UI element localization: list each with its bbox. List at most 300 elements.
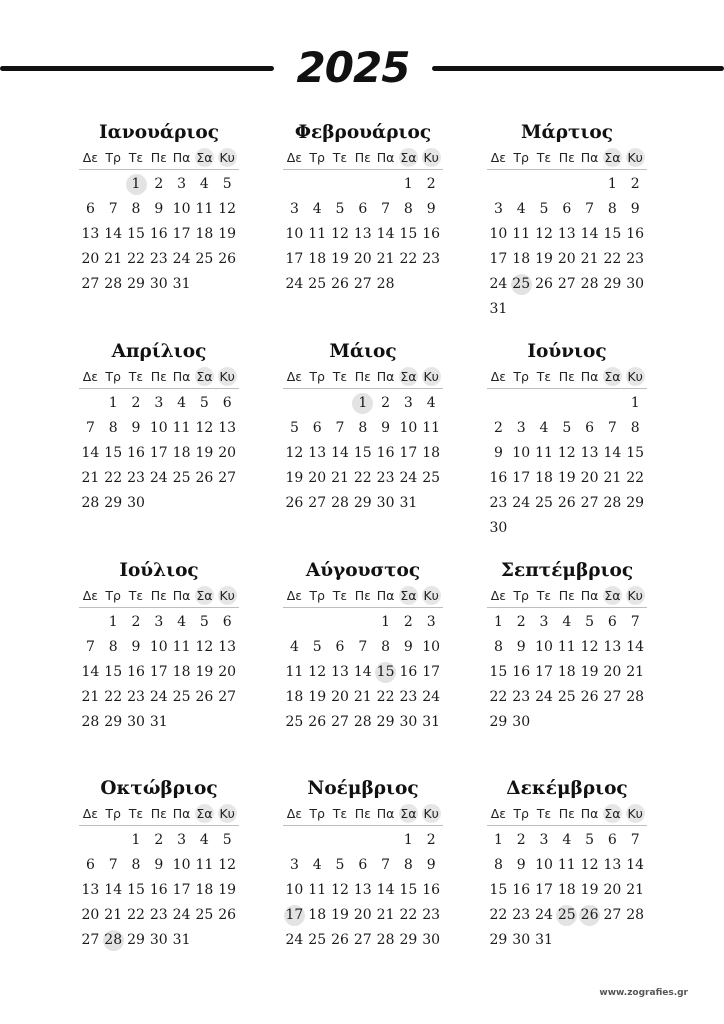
- day-grid: [283, 172, 443, 297]
- day-cell: 19: [218, 882, 237, 898]
- day-cell: 23: [376, 470, 395, 486]
- day-cell: 18: [535, 470, 553, 486]
- day-cell: 22: [399, 907, 418, 923]
- weekday-label: Πα: [172, 369, 191, 384]
- day-cell: 28: [626, 689, 645, 705]
- day-cell: 8: [630, 420, 640, 436]
- weekday-label: Κυ: [624, 803, 647, 825]
- empty-cell: [306, 828, 329, 853]
- day-cell: 22: [127, 907, 145, 923]
- day-cell: 15: [489, 882, 508, 898]
- day-cell: 28: [376, 932, 395, 948]
- day-cell: 24: [172, 907, 191, 923]
- month-title: Αύγουστος: [305, 560, 421, 581]
- day-cell: 20: [603, 664, 622, 680]
- day-cell: 23: [127, 689, 145, 705]
- day-cell: 18: [195, 226, 214, 242]
- empty-cell: [79, 828, 102, 853]
- weekday-label: Πα: [376, 150, 395, 165]
- weekday-header: [79, 585, 239, 608]
- day-cell: 22: [399, 251, 418, 267]
- empty-cell: [351, 172, 374, 197]
- day-cell: 1: [381, 614, 391, 630]
- day-cell: 17: [535, 664, 553, 680]
- day-cell: 6: [607, 614, 617, 630]
- day-cell: 8: [403, 857, 413, 873]
- day-cell: 8: [493, 857, 503, 873]
- day-cell: 8: [108, 420, 118, 436]
- day-cell: 17: [512, 470, 531, 486]
- day-cell: 5: [312, 639, 322, 655]
- day-cell: 31: [172, 276, 191, 292]
- day-cell: 30: [399, 714, 418, 730]
- weekday-header: [79, 366, 239, 389]
- day-cell: 10: [489, 226, 508, 242]
- day-cell: 7: [358, 639, 368, 655]
- day-cell: 7: [585, 201, 595, 217]
- weekday-label: Σα: [397, 366, 420, 388]
- weekday-label: Τε: [128, 150, 144, 165]
- header-rule-right: [432, 66, 724, 71]
- website-credit: www.zografies.gr: [599, 988, 688, 998]
- weekday-label: Δε: [286, 588, 303, 603]
- day-cell: 5: [585, 832, 595, 848]
- weekday-label: Κυ: [216, 803, 239, 825]
- weekday-label: Τρ: [105, 806, 121, 821]
- day-cell: 25: [308, 276, 327, 292]
- day-cell: 18: [172, 445, 191, 461]
- weekday-label: Δε: [490, 806, 507, 821]
- empty-cell: [102, 828, 125, 853]
- day-cell: 8: [493, 639, 503, 655]
- day-cell: 16: [149, 882, 168, 898]
- weekday-label: Πε: [354, 806, 371, 821]
- day-cell: 14: [353, 664, 372, 680]
- month-4: [79, 339, 239, 516]
- day-cell: 13: [331, 664, 349, 680]
- empty-cell: [555, 172, 578, 197]
- weekday-label: Πε: [150, 588, 167, 603]
- day-cell: 7: [630, 614, 640, 630]
- day-cell: 14: [376, 882, 395, 898]
- weekday-header: [283, 803, 443, 826]
- empty-cell: [79, 391, 102, 416]
- day-cell: 13: [218, 420, 237, 436]
- empty-cell: [510, 391, 533, 416]
- day-cell: 25: [172, 689, 191, 705]
- day-cell: 24: [535, 907, 553, 923]
- day-cell: 15: [603, 226, 622, 242]
- day-cell: 18: [512, 251, 531, 267]
- month-9: [487, 558, 647, 735]
- day-cell: 12: [331, 882, 349, 898]
- day-cell: 7: [607, 420, 617, 436]
- day-grid: [79, 172, 239, 297]
- day-cell: 2: [426, 832, 436, 848]
- weekday-label: Δε: [490, 369, 507, 384]
- day-cell: 13: [353, 882, 372, 898]
- day-cell: 5: [199, 395, 209, 411]
- weekday-label: Τε: [128, 588, 144, 603]
- day-cell: 8: [358, 420, 368, 436]
- day-cell: 28: [580, 276, 599, 292]
- holiday-day: 15: [374, 660, 397, 685]
- day-cell: 18: [422, 445, 441, 461]
- day-cell: 21: [626, 882, 645, 898]
- day-cell: 11: [557, 639, 576, 655]
- day-cell: 19: [580, 664, 599, 680]
- day-cell: 1: [108, 614, 118, 630]
- empty-cell: [329, 610, 352, 635]
- day-cell: 10: [512, 445, 531, 461]
- day-cell: 24: [512, 495, 531, 511]
- day-cell: 9: [131, 639, 141, 655]
- weekday-label: Κυ: [420, 366, 443, 388]
- weekday-label: Σα: [193, 147, 216, 169]
- weekday-header: [283, 147, 443, 170]
- day-cell: 27: [580, 495, 599, 511]
- month-7: [79, 558, 239, 735]
- weekday-label: Σα: [193, 803, 216, 825]
- day-cell: 23: [512, 689, 531, 705]
- day-cell: 19: [331, 907, 349, 923]
- day-cell: 5: [222, 176, 232, 192]
- day-cell: 13: [603, 857, 622, 873]
- day-cell: 1: [403, 176, 413, 192]
- weekday-label: Δε: [490, 588, 507, 603]
- day-cell: 29: [104, 714, 123, 730]
- day-cell: 22: [104, 470, 123, 486]
- day-cell: 13: [218, 639, 237, 655]
- weekday-label: Πα: [376, 806, 395, 821]
- weekday-header: [487, 366, 647, 389]
- day-cell: 6: [85, 857, 95, 873]
- weekday-label: Πε: [558, 588, 575, 603]
- day-cell: 21: [626, 664, 645, 680]
- day-cell: 18: [285, 689, 304, 705]
- day-cell: 5: [335, 201, 345, 217]
- weekday-label: Τε: [536, 369, 552, 384]
- day-cell: 17: [149, 664, 168, 680]
- day-cell: 4: [199, 176, 209, 192]
- day-cell: 9: [154, 201, 164, 217]
- day-cell: 9: [426, 201, 436, 217]
- weekday-label: Τρ: [309, 369, 325, 384]
- day-cell: 2: [403, 614, 413, 630]
- weekday-header: [487, 585, 647, 608]
- day-cell: 7: [381, 201, 391, 217]
- month-title: Δεκέμβριος: [506, 778, 628, 799]
- weekday-label: Σα: [601, 585, 624, 607]
- day-cell: 4: [426, 395, 436, 411]
- day-cell: 27: [557, 276, 576, 292]
- day-cell: 10: [172, 201, 191, 217]
- day-cell: 8: [131, 857, 141, 873]
- weekday-label: Τρ: [309, 150, 325, 165]
- day-cell: 10: [285, 882, 304, 898]
- day-cell: 3: [403, 395, 413, 411]
- weekday-label: Κυ: [624, 585, 647, 607]
- day-cell: 16: [399, 664, 418, 680]
- empty-cell: [102, 172, 125, 197]
- day-cell: 30: [376, 495, 395, 511]
- weekday-label: Πα: [172, 150, 191, 165]
- day-cell: 12: [195, 639, 214, 655]
- day-cell: 1: [403, 832, 413, 848]
- day-cell: 22: [376, 689, 395, 705]
- day-cell: 24: [422, 689, 441, 705]
- day-cell: 3: [493, 201, 503, 217]
- day-cell: 22: [489, 907, 508, 923]
- weekday-label: Τε: [128, 369, 144, 384]
- day-cell: 29: [626, 495, 645, 511]
- day-cell: 20: [603, 882, 622, 898]
- day-cell: 6: [335, 639, 345, 655]
- empty-cell: [533, 391, 556, 416]
- empty-cell: [351, 828, 374, 853]
- day-cell: 10: [422, 639, 441, 655]
- day-cell: 1: [607, 176, 617, 192]
- day-cell: 29: [489, 932, 508, 948]
- day-cell: 4: [312, 857, 322, 873]
- weekday-label: Σα: [601, 803, 624, 825]
- holiday-day: 17: [283, 903, 306, 928]
- day-cell: 6: [607, 832, 617, 848]
- day-cell: 30: [149, 932, 168, 948]
- day-cell: 7: [381, 857, 391, 873]
- day-cell: 28: [81, 714, 100, 730]
- day-cell: 8: [607, 201, 617, 217]
- day-cell: 20: [331, 689, 349, 705]
- day-cell: 23: [489, 495, 508, 511]
- day-grid: [79, 828, 239, 953]
- empty-cell: [487, 391, 510, 416]
- weekday-header: [283, 585, 443, 608]
- day-cell: 5: [199, 614, 209, 630]
- day-cell: 21: [376, 251, 395, 267]
- day-cell: 2: [131, 614, 141, 630]
- day-cell: 25: [285, 714, 304, 730]
- day-cell: 30: [422, 932, 441, 948]
- day-cell: 27: [218, 689, 237, 705]
- day-cell: 26: [331, 932, 349, 948]
- weekday-label: Κυ: [216, 147, 239, 169]
- day-cell: 20: [353, 907, 372, 923]
- day-cell: 3: [289, 857, 299, 873]
- day-cell: 30: [127, 495, 145, 511]
- day-cell: 11: [422, 420, 441, 436]
- day-cell: 29: [353, 495, 372, 511]
- day-cell: 4: [177, 395, 187, 411]
- day-cell: 18: [308, 907, 327, 923]
- empty-cell: [79, 172, 102, 197]
- weekday-label: Τρ: [309, 806, 325, 821]
- day-cell: 20: [580, 470, 599, 486]
- empty-cell: [374, 172, 397, 197]
- weekday-label: Τε: [536, 588, 552, 603]
- day-cell: 28: [603, 495, 622, 511]
- day-cell: 1: [108, 395, 118, 411]
- weekday-label: Τε: [536, 806, 552, 821]
- day-cell: 20: [81, 251, 100, 267]
- day-grid: [487, 828, 647, 953]
- day-cell: 9: [131, 420, 141, 436]
- empty-cell: [329, 391, 352, 416]
- day-cell: 11: [285, 664, 304, 680]
- empty-cell: [79, 610, 102, 635]
- day-cell: 2: [426, 176, 436, 192]
- weekday-label: Δε: [286, 369, 303, 384]
- day-cell: 25: [422, 470, 441, 486]
- day-cell: 26: [331, 276, 349, 292]
- day-cell: 30: [489, 520, 508, 536]
- month-title: Σεπτέμβριος: [500, 560, 634, 581]
- weekday-label: Τρ: [105, 588, 121, 603]
- day-cell: 11: [557, 857, 576, 873]
- day-cell: 19: [308, 689, 327, 705]
- day-cell: 23: [149, 251, 168, 267]
- day-cell: 14: [331, 445, 349, 461]
- weekday-label: Τρ: [105, 150, 121, 165]
- day-cell: 14: [376, 226, 395, 242]
- day-cell: 17: [535, 882, 553, 898]
- day-cell: 3: [177, 832, 187, 848]
- day-cell: 30: [626, 276, 645, 292]
- weekday-header: [487, 147, 647, 170]
- month-10: [79, 776, 239, 953]
- day-cell: 18: [172, 664, 191, 680]
- day-cell: 15: [399, 226, 418, 242]
- day-cell: 21: [603, 470, 622, 486]
- day-cell: 24: [172, 251, 191, 267]
- weekday-label: Πε: [150, 369, 167, 384]
- weekday-label: Πε: [354, 369, 371, 384]
- day-cell: 26: [535, 276, 553, 292]
- day-cell: 16: [149, 226, 168, 242]
- day-cell: 17: [399, 445, 418, 461]
- day-cell: 12: [285, 445, 304, 461]
- day-cell: 7: [85, 420, 95, 436]
- weekday-label: Τρ: [309, 588, 325, 603]
- day-cell: 13: [353, 226, 372, 242]
- weekday-label: Δε: [490, 150, 507, 165]
- weekday-label: Σα: [193, 585, 216, 607]
- day-cell: 1: [131, 832, 141, 848]
- day-cell: 17: [172, 882, 191, 898]
- day-cell: 10: [535, 857, 553, 873]
- day-cell: 27: [603, 907, 622, 923]
- day-grid: [283, 610, 443, 735]
- day-grid: [79, 610, 239, 735]
- day-cell: 28: [376, 276, 395, 292]
- weekday-label: Πα: [580, 369, 599, 384]
- day-cell: 17: [172, 226, 191, 242]
- day-cell: 20: [218, 445, 237, 461]
- day-cell: 6: [562, 201, 572, 217]
- day-cell: 19: [557, 470, 576, 486]
- day-cell: 7: [335, 420, 345, 436]
- day-cell: 1: [493, 614, 503, 630]
- day-cell: 13: [603, 639, 622, 655]
- day-cell: 25: [535, 495, 553, 511]
- day-cell: 9: [516, 639, 526, 655]
- day-cell: 8: [108, 639, 118, 655]
- day-cell: 2: [516, 832, 526, 848]
- weekday-label: Τε: [536, 150, 552, 165]
- month-title: Απρίλιος: [111, 341, 207, 362]
- day-cell: 18: [557, 664, 576, 680]
- day-cell: 26: [218, 907, 237, 923]
- day-cell: 3: [426, 614, 436, 630]
- month-1: [79, 120, 239, 297]
- day-cell: 6: [222, 614, 232, 630]
- day-cell: 18: [308, 251, 327, 267]
- day-cell: 14: [81, 664, 100, 680]
- day-cell: 27: [218, 470, 237, 486]
- day-cell: 27: [353, 276, 372, 292]
- day-cell: 24: [149, 689, 168, 705]
- day-cell: 3: [289, 201, 299, 217]
- day-cell: 5: [289, 420, 299, 436]
- empty-cell: [283, 172, 306, 197]
- weekday-label: Τε: [332, 588, 348, 603]
- day-cell: 11: [195, 857, 214, 873]
- day-cell: 19: [331, 251, 349, 267]
- weekday-label: Πε: [558, 150, 575, 165]
- weekday-label: Πα: [580, 150, 599, 165]
- day-cell: 11: [172, 639, 191, 655]
- year-title: 2025: [296, 43, 410, 92]
- month-title: Οκτώβριος: [100, 778, 218, 799]
- day-cell: 14: [104, 226, 123, 242]
- weekday-label: Πα: [376, 369, 395, 384]
- day-cell: 5: [562, 420, 572, 436]
- day-cell: 21: [580, 251, 599, 267]
- day-cell: 3: [154, 395, 164, 411]
- weekday-label: Τε: [332, 806, 348, 821]
- empty-cell: [306, 391, 329, 416]
- day-cell: 13: [557, 226, 576, 242]
- day-cell: 13: [81, 226, 100, 242]
- day-cell: 13: [580, 445, 599, 461]
- day-cell: 29: [399, 932, 418, 948]
- weekday-label: Τε: [332, 369, 348, 384]
- day-cell: 27: [603, 689, 622, 705]
- weekday-label: Πα: [172, 806, 191, 821]
- day-cell: 17: [149, 445, 168, 461]
- day-cell: 16: [489, 470, 508, 486]
- day-cell: 27: [308, 495, 327, 511]
- weekday-header: [487, 803, 647, 826]
- month-8: [283, 558, 443, 735]
- day-cell: 31: [172, 932, 191, 948]
- day-cell: 29: [603, 276, 622, 292]
- weekday-label: Σα: [193, 366, 216, 388]
- weekday-label: Πε: [558, 369, 575, 384]
- day-cell: 19: [195, 445, 214, 461]
- day-cell: 2: [154, 832, 164, 848]
- empty-cell: [578, 172, 601, 197]
- day-cell: 10: [399, 420, 418, 436]
- month-title: Μάιος: [329, 341, 397, 362]
- weekday-label: Τρ: [105, 369, 121, 384]
- day-cell: 26: [557, 495, 576, 511]
- month-6: [487, 339, 647, 541]
- empty-cell: [283, 391, 306, 416]
- day-cell: 15: [104, 445, 123, 461]
- day-cell: 11: [308, 226, 327, 242]
- day-cell: 29: [376, 714, 395, 730]
